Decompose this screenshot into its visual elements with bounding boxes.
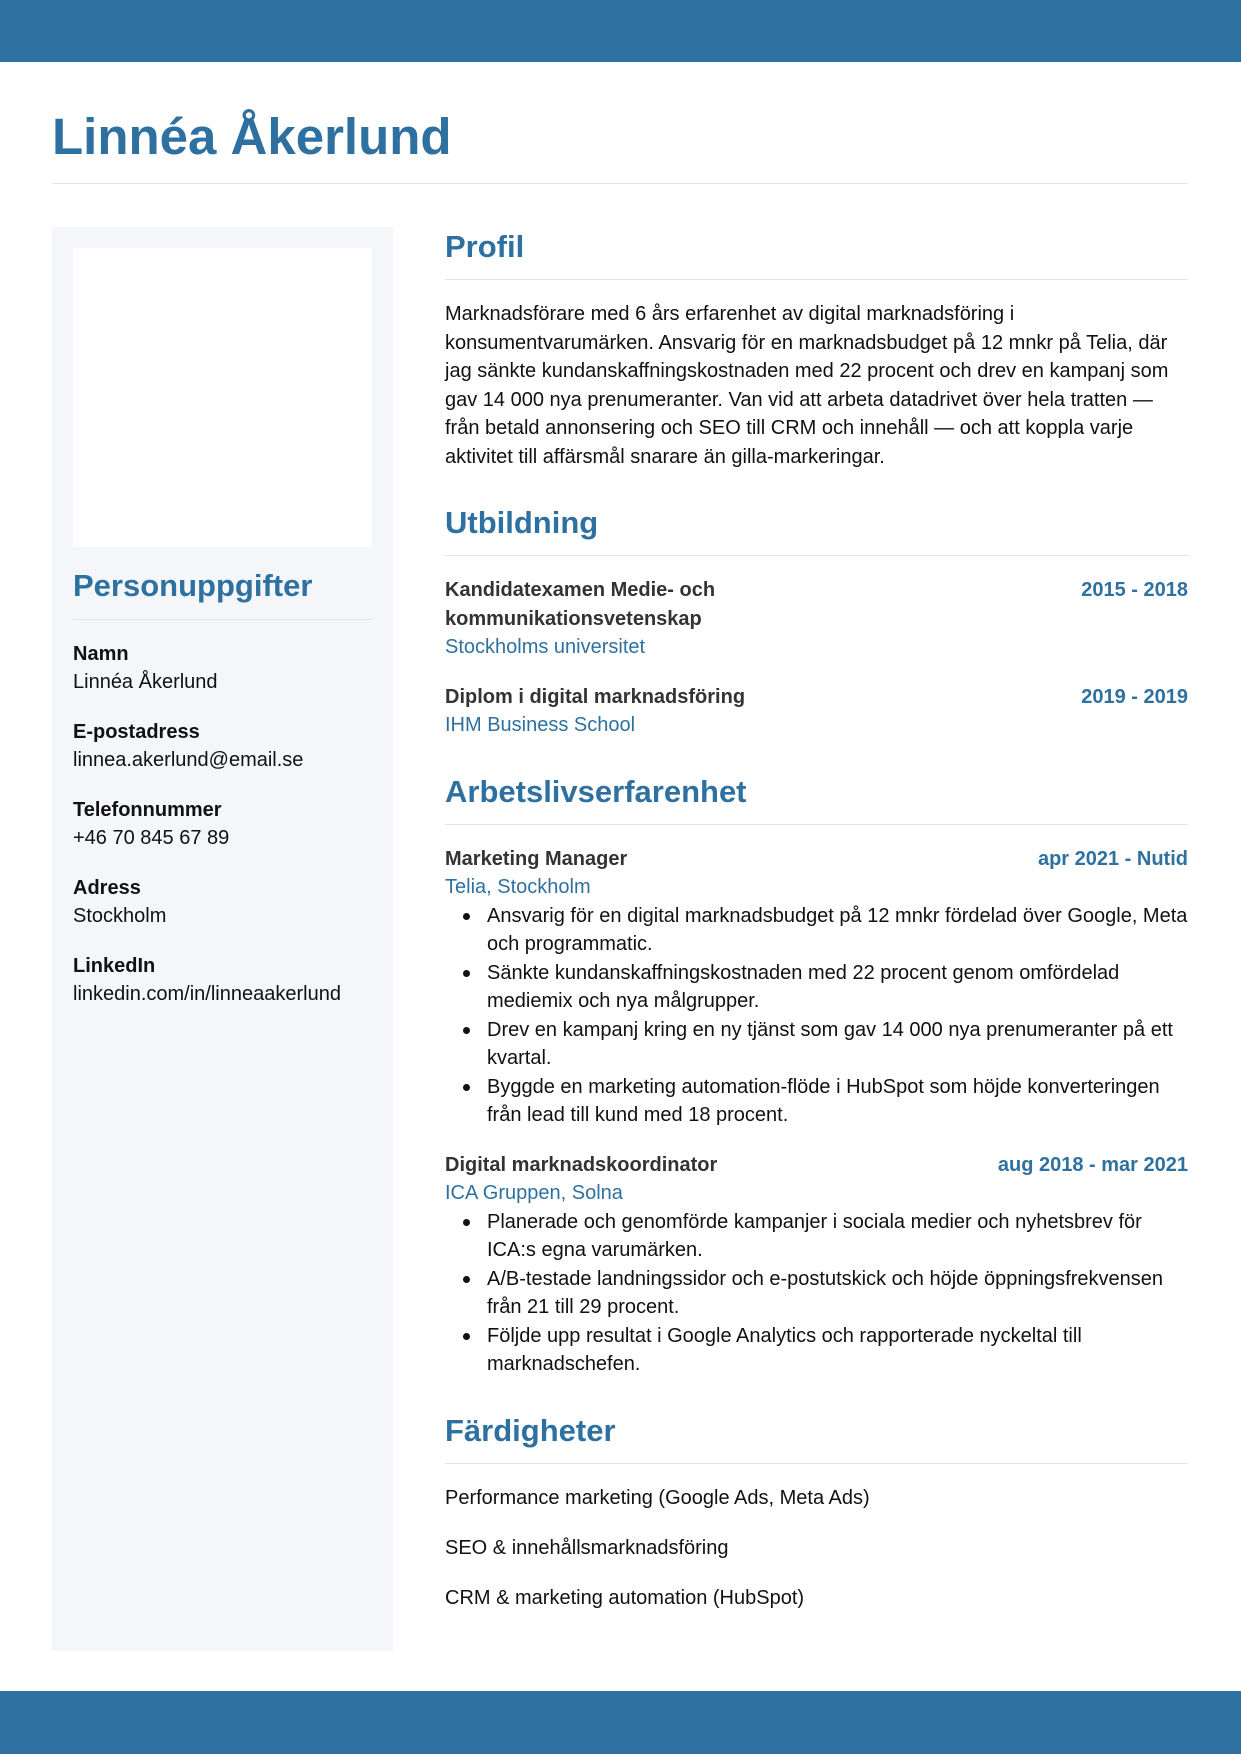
- entry-dates: aug 2018 - mar 2021: [997, 1153, 1188, 1176]
- sidebar: [52, 227, 393, 1651]
- profile-section: [445, 227, 1188, 471]
- entry-dates: 2015 - 2018: [1081, 579, 1188, 601]
- page-title: Linnéa Åkerlund: [52, 108, 452, 165]
- list-item: Byggde en marketing automation-flöde i HubSpot som höjde konverteringen från lead till kund med 18 procent.: [445, 1073, 1188, 1130]
- field-label: LinkedIn: [73, 955, 156, 977]
- company-name: ICA Gruppen, Solna: [445, 1182, 623, 1204]
- list-item: A/B-testade landningssidor och e-postutskick och höjde öppningsfrekvensen från 21 till 29 procent.: [445, 1265, 1188, 1322]
- entry-header: [445, 576, 1188, 633]
- skill-item: CRM & marketing automation (HubSpot): [445, 1586, 805, 1609]
- job-title: Marketing Manager: [445, 847, 628, 870]
- school-name: IHM Business School: [445, 714, 636, 736]
- field-label: E-postadress: [73, 721, 200, 743]
- school-name: Stockholms universitet: [445, 636, 646, 658]
- skill-item: Performance marketing (Google Ads, Meta Ads): [445, 1486, 870, 1509]
- degree-title: Diplom i digital marknadsföring: [445, 685, 746, 708]
- achievement-list: [445, 1208, 1188, 1379]
- experience-heading: Arbetslivserfarenhet: [445, 772, 1188, 825]
- field-address: [73, 874, 383, 930]
- achievement-list: [445, 902, 1188, 1130]
- field-phone: [73, 796, 383, 852]
- address-value: Stockholm: [73, 905, 167, 927]
- field-linkedin: [73, 952, 383, 1008]
- entry-header: [445, 683, 1188, 712]
- list-item: Ansvarig för en digital marknadsbudget på 12 mnkr fördelad över Google, Meta och programmatic.: [445, 902, 1188, 959]
- degree-title: Kandidatexamen Medie- och kommunikationsvetenskap: [445, 579, 716, 630]
- field-label: Telefonnummer: [73, 799, 222, 821]
- field-label: Adress: [73, 877, 141, 899]
- field-label: Namn: [73, 643, 129, 665]
- education-entry: [445, 576, 1188, 662]
- phone-value: +46 70 845 67 89: [73, 827, 230, 849]
- entry-header: [445, 845, 1188, 874]
- skills-section: [445, 1411, 1188, 1613]
- list-item: Drev en kampanj kring en ny tjänst som gav 14 000 nya prenumeranter på ett kvartal.: [445, 1016, 1188, 1073]
- profile-photo-placeholder: [73, 248, 372, 547]
- skills-heading: Färdigheter: [445, 1411, 1188, 1464]
- entry-dates: 2019 - 2019: [1081, 685, 1188, 708]
- personal-info-heading: Personuppgifter: [73, 567, 372, 620]
- profile-summary: Marknadsförare med 6 års erfarenhet av digital marknadsföring i konsumentvarumärken. Ansvarig för en marknadsbudget på 12 mnkr på Telia, där jag sänkte kundanskaffningskostnaden med 22 procent och drev en kampanj som gav 14 000 nya prenumeranter. Van vid att arbeta datadrivet över hela tratten — från betald annonsering och SEO till CRM och innehåll — och att koppla varje aktivitet till affärsmål snarare än gilla-markeringar.: [445, 303, 1169, 468]
- email-value: linnea.akerlund@email.se: [73, 749, 304, 771]
- list-item: Sänkte kundanskaffningskostnaden med 22 procent genom omfördelad mediemix och nya målgrupper.: [445, 959, 1188, 1016]
- field-value: Linnéa Åkerlund: [73, 671, 218, 693]
- field-name: [73, 640, 383, 696]
- experience-entry: [445, 845, 1188, 1130]
- experience-section: [445, 772, 1188, 1379]
- education-entry: [445, 683, 1188, 740]
- entry-header: [445, 1151, 1188, 1180]
- list-item: Följde upp resultat i Google Analytics och rapporterade nyckeltal till marknadschefen.: [445, 1322, 1188, 1379]
- entry-dates: apr 2021 - Nutid: [1037, 847, 1188, 870]
- main-content: [445, 227, 1188, 1644]
- job-title: Digital marknadskoordinator: [445, 1153, 718, 1176]
- profile-heading: Profil: [445, 227, 1188, 280]
- header-divider: [52, 183, 1188, 184]
- personal-info-list: [73, 640, 383, 1030]
- education-heading: Utbildning: [445, 503, 1188, 556]
- field-email: [73, 718, 383, 774]
- education-section: [445, 503, 1188, 740]
- skill-item: SEO & innehållsmarknadsföring: [445, 1536, 729, 1559]
- linkedin-value: linkedin.com/in/linneaakerlund: [73, 983, 341, 1005]
- bottom-banner: [0, 1691, 1241, 1754]
- list-item: Planerade och genomförde kampanjer i sociala medier och nyhetsbrev för ICA:s egna varumärken.: [445, 1208, 1188, 1265]
- top-banner: [0, 0, 1241, 62]
- company-name: Telia, Stockholm: [445, 876, 591, 898]
- experience-entry: [445, 1151, 1188, 1379]
